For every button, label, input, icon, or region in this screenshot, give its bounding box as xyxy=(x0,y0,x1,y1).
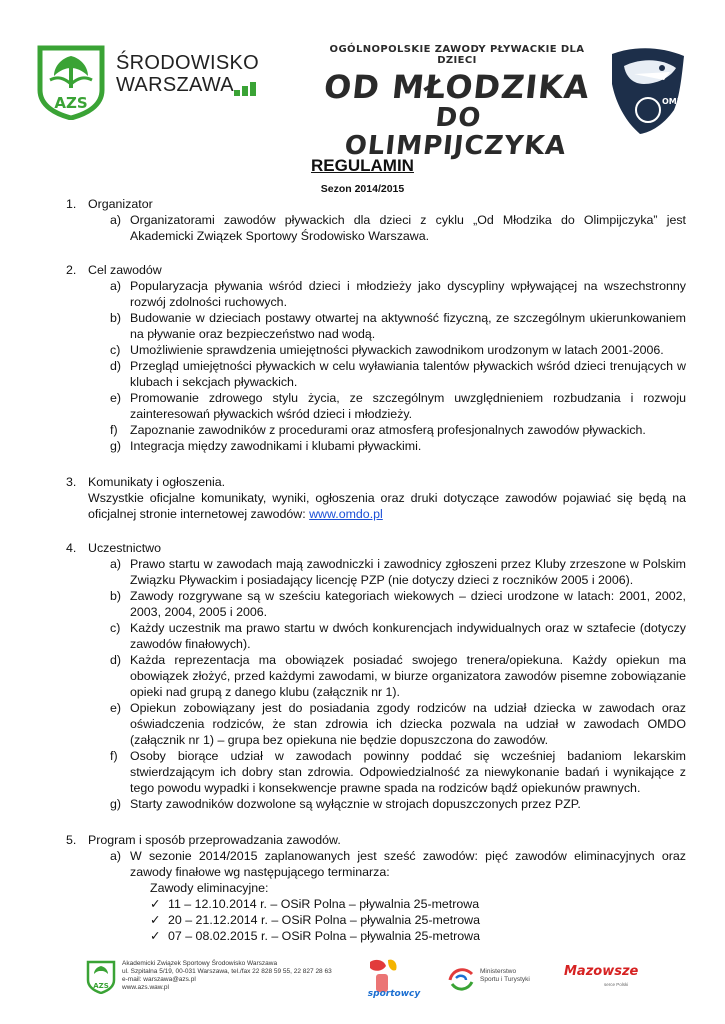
checkmark-icon: ✓ xyxy=(150,897,161,911)
item-text: Każdy uczestnik ma prawo startu w dwóch konkurencjach indywidualnych oraz w sztafecie (dotyczy zawodów finałowych). xyxy=(130,621,686,651)
item-marker: g) xyxy=(110,797,122,811)
item-marker: c) xyxy=(110,343,121,357)
section-heading xyxy=(66,540,686,556)
section-program xyxy=(66,832,686,944)
section-number: 4. xyxy=(66,541,77,555)
section-title: Program i sposób przeprowadzania zawodów. xyxy=(88,833,341,847)
list-item xyxy=(66,390,686,422)
section-goals xyxy=(66,262,686,454)
section-number: 5. xyxy=(66,833,77,847)
mazowsze-tagline: serce Polski xyxy=(604,982,629,987)
schedule-item xyxy=(66,928,686,944)
website-link[interactable]: www.omdo.pl xyxy=(309,507,383,521)
item-text: Opiekun zobowiązany jest do posiadania zgody rodziców na udział dziecka w zawodach oraz oświadczenia rodziców, że stan zdrowia ich dziecka pozwala na udział w zawodach OMDO (załącznik nr 1) – grupa bez opiekuna nie będzie dopuszczona do zawodów. xyxy=(130,701,686,747)
section-number: 1. xyxy=(66,197,77,211)
document-season: Sezon 2014/2015 xyxy=(320,183,405,195)
organizer-contact xyxy=(122,960,332,992)
page-header xyxy=(0,0,725,161)
list-item xyxy=(66,652,686,700)
footer-logo-letters: AZS xyxy=(93,982,109,990)
section-title: Organizator xyxy=(88,197,153,211)
schedule-subheading: Zawody eliminacyjne: xyxy=(150,881,269,895)
item-text: Integracja między zawodnikami i klubami pływackimi. xyxy=(130,439,422,453)
sport-logo-text: sportowcy xyxy=(367,989,421,999)
ministry-line-2: Sportu i Turystyki xyxy=(480,976,530,983)
item-text: Przegląd umiejętności pływackich w celu wyławiania talentów pływackich wśród dzieci trenujących w klubach i sekcjach pływackich. xyxy=(130,359,686,389)
brand-line-1: ŚRODOWISKO xyxy=(116,52,260,74)
item-text: Zawody rozgrywane są w sześciu kategoriach wiekowych – dzieci urodzone w latach: 2001, 2002, 2003, 2004, 2005 i 2006. xyxy=(130,589,686,619)
checkmark-icon: ✓ xyxy=(150,913,161,927)
item-text: Zapoznanie zawodników z procedurami oraz atmosferą profesjonalnych zawodów pływackich. xyxy=(130,423,646,437)
section-announcements xyxy=(66,474,686,522)
ministry-name xyxy=(480,968,530,984)
org-address: ul. Szpitalna 5/19, 00-031 Warszawa, tel./fax 22 828 59 55, 22 827 28 63 xyxy=(122,968,332,975)
list-item xyxy=(66,620,686,652)
list-item xyxy=(66,748,686,796)
event-title-line-2: DO OLIMPIJCZYKA xyxy=(343,103,568,161)
list-item xyxy=(66,848,686,880)
page-footer xyxy=(0,950,725,1024)
brand-line-2: WARSZAWA xyxy=(116,74,234,96)
list-item xyxy=(66,422,686,438)
item-text: Prawo startu w zawodach mają zawodniczki i zawodnicy zgłoszeni przez Kluby zrzeszone w Polskim Związku Pływackim i posiadający licencję PZP (nie dotyczy dzieci z roczników 2005 i 2006). xyxy=(130,557,686,587)
azs-logo-letters: AZS xyxy=(54,94,88,112)
ministry-line-1: Ministerstwo xyxy=(480,968,517,975)
item-marker: a) xyxy=(110,557,122,571)
item-text: Osoby biorące udział w zawodach powinny poddać się wcześniej badaniom lekarskim stwierdzającym ich dobry stan zdrowia. Odpowiedzialność za niewykonanie badań i wynikające z tego powodu wypadki i konsekwencje prawne spada na rodziców bądź opiekunów prawnych. xyxy=(130,749,686,795)
mazowsze-logo: Mazowsze xyxy=(564,964,639,979)
item-marker: f) xyxy=(110,749,118,763)
event-subtitle: OGÓLNOPOLSKIE ZAWODY PŁYWACKIE DLA DZIECI xyxy=(329,44,585,66)
azs-footer-logo-icon xyxy=(86,960,116,994)
list-item xyxy=(66,588,686,620)
org-email: e-mail: warszawa@azs.pl xyxy=(122,976,196,983)
item-text: Budowanie w dzieciach postawy otwartej na aktywność fizyczną, ze szczególnym ukierunkowaniem na pływanie oraz bezpieczeństwo nad wodą. xyxy=(130,311,686,341)
item-text: Organizatorami zawodów pływackich dla dzieci z cyklu „Od Młodzika do Olimpijczyka” jest Akademicki Związek Sportowy Środowisko Warszawa. xyxy=(130,213,686,243)
section-title: Cel zawodów xyxy=(88,263,162,277)
list-item xyxy=(66,700,686,748)
sport-program-logo-icon xyxy=(362,956,426,1002)
document-title: REGULAMIN xyxy=(311,156,414,175)
org-website: www.azs.waw.pl xyxy=(122,984,169,991)
paragraph-text: Wszystkie oficjalne komunikaty, wyniki, ogłoszenia oraz druki dotyczące zawodów pojawiać się będą na oficjalnej stronie internetowej zawodów: xyxy=(88,491,686,521)
section-title: Komunikaty i ogłoszenia. xyxy=(88,475,226,489)
item-marker: g) xyxy=(110,439,122,453)
section-organizer xyxy=(66,196,686,244)
list-item xyxy=(66,342,686,358)
item-marker: b) xyxy=(110,589,122,603)
section-participation xyxy=(66,540,686,812)
list-item xyxy=(66,358,686,390)
list-item xyxy=(66,556,686,588)
section-heading xyxy=(66,474,686,490)
schedule-item xyxy=(66,896,686,912)
section-heading xyxy=(66,832,686,848)
ministry-logo xyxy=(446,964,556,994)
item-marker: a) xyxy=(110,849,122,863)
list-item xyxy=(66,278,686,310)
event-title-block xyxy=(322,44,592,160)
schedule-item xyxy=(66,912,686,928)
item-marker: d) xyxy=(110,653,122,667)
item-text: W sezonie 2014/2015 zaplanowanych jest sześć zawodów: pięć zawodów eliminacyjnych oraz zawody finałowe wg następującego terminarza: xyxy=(130,849,686,879)
ministry-swirl-icon xyxy=(446,964,476,994)
item-marker: a) xyxy=(110,213,122,227)
section-heading xyxy=(66,262,686,278)
item-text: Popularyzacja pływania wśród dzieci i młodzieży jako dyscypliny wpływającej na wszechstronny rozwój zdolności ruchowych. xyxy=(130,279,686,309)
section-title: Uczestnictwo xyxy=(88,541,161,555)
checkmark-icon: ✓ xyxy=(150,929,161,943)
list-item xyxy=(66,796,686,812)
schedule-text: 20 – 21.12.2014 r. – OSiR Polna – pływalnia 25-metrowa xyxy=(168,913,481,927)
section-number: 3. xyxy=(66,475,77,489)
brand-bars-icon xyxy=(234,82,256,96)
event-title-line-1: OD MŁODZIKA xyxy=(322,68,592,106)
item-marker: b) xyxy=(110,311,122,325)
list-item xyxy=(66,438,686,454)
list-item xyxy=(66,212,686,244)
fish-logo-label: OMDO xyxy=(662,97,690,106)
list-item xyxy=(66,310,686,342)
section-number: 2. xyxy=(66,263,77,277)
item-text: Starty zawodników dozwolone są wyłącznie w strojach dopuszczonych przez PZP. xyxy=(130,797,581,811)
item-marker: e) xyxy=(110,701,122,715)
shark-mascot-logo-icon xyxy=(604,44,690,136)
schedule-text: 11 – 12.10.2014 r. – OSiR Polna – pływalnia 25-metrowa xyxy=(168,897,480,911)
item-marker: d) xyxy=(110,359,122,373)
section-paragraph xyxy=(66,490,686,522)
item-marker: f) xyxy=(110,423,118,437)
section-heading xyxy=(66,196,686,212)
item-text: Promowanie zdrowego stylu życia, ze szczególnym uwzględnieniem rozbudzania i rozwoju zainteresowań pływackich wśród dzieci i młodzieży. xyxy=(130,391,686,421)
item-marker: a) xyxy=(110,279,122,293)
org-name: Akademicki Związek Sportowy Środowisko Warszawa xyxy=(122,960,278,967)
item-marker: e) xyxy=(110,391,122,405)
item-text: Każda reprezentacja ma obowiązek posiadać swojego trenera/opiekuna. Każdy opiekun ma obowiązek złożyć, przed każdymi zawodami, w biurze organizatora zawodów pisemne zobowiązanie opieki nad grupą z danego klubu (załącznik nr 1). xyxy=(130,653,686,699)
item-text: Umożliwienie sprawdzenia umiejętności pływackich zawodnikom urodzonym w latach 2001-2006. xyxy=(130,343,664,357)
item-marker: c) xyxy=(110,621,121,635)
azs-logo-icon xyxy=(36,44,106,120)
schedule-text: 07 – 08.02.2015 r. – OSiR Polna – pływalnia 25-metrowa xyxy=(168,929,481,943)
